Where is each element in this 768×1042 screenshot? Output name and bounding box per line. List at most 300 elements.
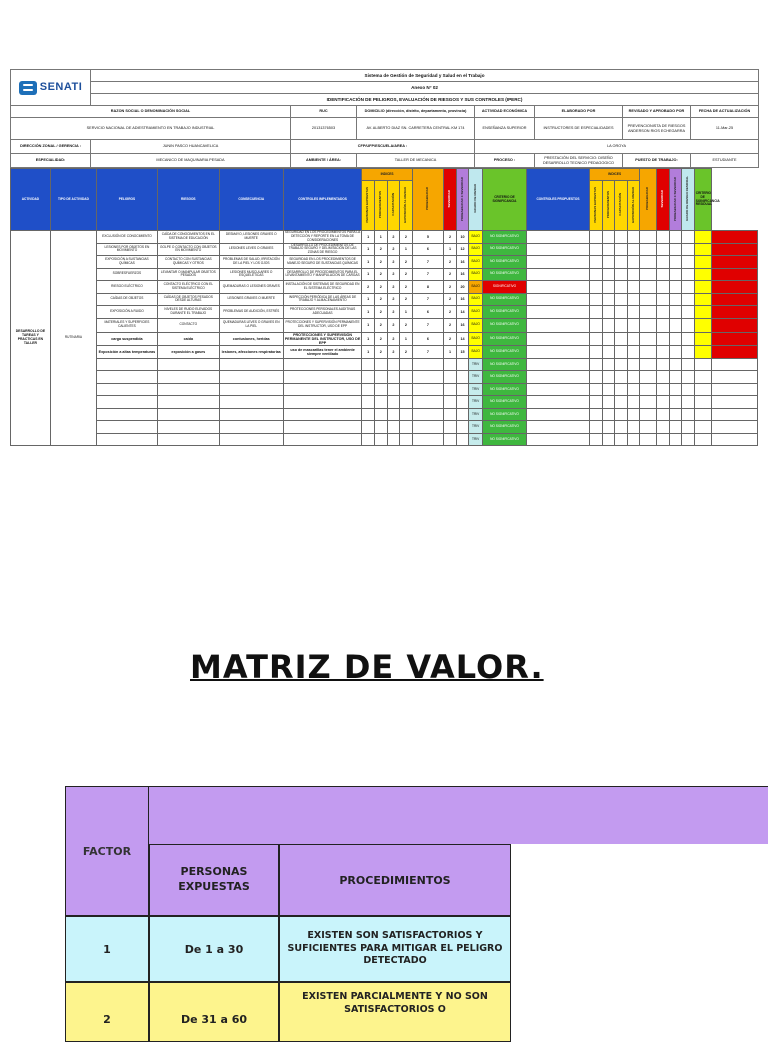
index-value-cell: 1 [362, 231, 375, 244]
residual-index-cell [682, 243, 695, 256]
residual-index-cell [589, 421, 602, 434]
actividad-label: ACTIVIDAD ECONÓMICA [475, 106, 535, 118]
grado-residual-cell [694, 346, 711, 359]
empty-cell [97, 396, 158, 409]
index-value-cell: 2 [387, 293, 400, 306]
empty-cell [283, 383, 362, 396]
residual-index-cell [627, 256, 640, 269]
residual-index-cell [657, 306, 670, 319]
control-cell: PROTECCIONES Y SUPERVISIÓN PERMANENTE DEL INSTRUCTOR, USO DE EPP [284, 332, 361, 345]
consecuencia-cell: LESIONES GRAVES O MUERTE [219, 293, 283, 306]
empty-cell [444, 421, 457, 434]
col-severidad-residual: SEVERIDAD [657, 169, 670, 231]
residual-index-cell [640, 433, 657, 446]
residual-index-cell [640, 306, 657, 319]
document-title: IDENTIFICACIÓN DE PELIGROS, EVALUACIÓN DE RIESGOS Y SUS CONTROLES (IPERC) [91, 94, 759, 106]
criterio-residual-cell [711, 396, 757, 409]
grado-cell: TRIV [469, 371, 483, 384]
residual-index-cell [657, 243, 670, 256]
residual-index-cell [589, 256, 602, 269]
index-value-cell: 16 [456, 293, 469, 306]
empty-cell [387, 383, 400, 396]
empty-cell [219, 396, 283, 409]
index-value-cell: 2 [387, 318, 400, 332]
empty-cell [444, 433, 457, 446]
col-criterio-residual: CRITERIO DE SIGNIFICANCIA RESIDUAL [694, 169, 711, 231]
residual-index-cell [669, 346, 682, 359]
residual-index-cell [627, 358, 640, 371]
empty-cell [97, 408, 158, 421]
table-row [11, 371, 758, 384]
index-value-cell: 1 [444, 243, 457, 256]
residual-index-cell [669, 306, 682, 319]
index-value-cell: 2 [387, 306, 400, 319]
residual-index-cell [669, 433, 682, 446]
grado-residual-cell [694, 268, 711, 281]
ruc-value: 20131376503 [291, 118, 357, 140]
table-row [11, 383, 758, 396]
index-value-cell: 2 [387, 346, 400, 359]
propuesto-cell [527, 371, 590, 384]
riesgo-cell: CAÍDAS DE OBJETOS PESADOS DESDE ALTURAS [157, 293, 219, 306]
propuesto-cell [527, 256, 590, 269]
criterio-cell: NO SIGNIFICATIVO [482, 383, 526, 396]
residual-index-cell [615, 408, 628, 421]
residual-index-cell [602, 396, 615, 409]
grado-cell: BAJO [469, 293, 483, 306]
residual-index-cell [657, 383, 670, 396]
col-exposicion-residual: EXPOSICIÓN AL RIESGO [627, 181, 640, 231]
index-value-cell: 7 [412, 268, 443, 281]
criterio-cell: NO SIGNIFICATIVO [482, 371, 526, 384]
residual-index-cell [682, 408, 695, 421]
empty-cell [362, 396, 375, 409]
index-value-cell: 14 [456, 306, 469, 319]
peligro-cell: carga suspendida [97, 332, 158, 346]
criterio-cell: NO SIGNIFICATIVO [482, 268, 526, 281]
residual-index-cell [627, 408, 640, 421]
empty-cell [97, 433, 158, 446]
index-value-cell: 2 [444, 268, 457, 281]
propuesto-cell [527, 421, 590, 434]
residual-index-cell [615, 383, 628, 396]
residual-index-cell [669, 383, 682, 396]
criterio-residual-cell [711, 231, 757, 244]
index-value-cell: 2 [444, 281, 457, 294]
control-cell: SEGURIDAD EN LOS PROCEDIMIENTOS PARA LA DETECCIÓN Y REPORTE EN LA TOMA DE CONSIDERACIONES [284, 230, 361, 242]
residual-index-cell [657, 371, 670, 384]
col-indices: INDICES [362, 169, 412, 181]
col-personas: PERSONAS EXPUESTAS [362, 181, 375, 231]
residual-index-cell [657, 256, 670, 269]
index-value-cell: 6 [412, 306, 443, 319]
residual-index-cell [627, 383, 640, 396]
valoracion-factor-cell: 1 [65, 916, 149, 982]
empty-cell [400, 408, 413, 421]
ambiente-value: TALLER DE MECANICA [357, 154, 475, 168]
residual-index-cell [682, 268, 695, 281]
residual-index-cell [657, 293, 670, 306]
table-row [11, 293, 758, 306]
empty-cell [444, 371, 457, 384]
residual-index-cell [657, 318, 670, 332]
valoracion-personas-cell: De 1 a 30 [149, 916, 279, 982]
residual-index-cell [589, 383, 602, 396]
empty-cell [444, 408, 457, 421]
peligro-cell: RIESGO ELÉCTRICO [97, 281, 158, 294]
residual-index-cell [669, 318, 682, 332]
index-value-cell: 2 [387, 281, 400, 294]
residual-index-cell [657, 281, 670, 294]
index-value-cell: 1 [374, 231, 387, 244]
index-value-cell: 1 [362, 256, 375, 269]
propuesto-cell [527, 281, 590, 294]
index-value-cell: 2 [374, 332, 387, 346]
index-value-cell: 2 [374, 318, 387, 332]
grado-residual-cell [694, 243, 711, 256]
empty-cell [456, 396, 469, 409]
propuesto-cell [527, 293, 590, 306]
index-value-cell: 15 [456, 346, 469, 359]
senati-emblem-icon [19, 81, 37, 95]
residual-index-cell [682, 231, 695, 244]
peligro-cell: EXCLUSIÓN DE CONOCIMIENTO [97, 231, 158, 244]
col-personas-residual: PERSONAS EXPUESTAS [589, 181, 602, 231]
riesgo-cell: CAÍDA DE CONOCIMIENTOS EN EL SISTEMA DE EDUCACIÓN [157, 231, 219, 244]
residual-index-cell [602, 268, 615, 281]
riesgo-cell: exposición a gases [157, 346, 219, 359]
index-value-cell: 16 [456, 318, 469, 332]
razon-value: SERVICIO NACIONAL DE ADIESTRAMIENTO EN TRABAJO INDUSTRIAL [11, 118, 291, 140]
residual-index-cell [669, 281, 682, 294]
proceso-value: PRESTACIÓN DEL SERVICIO: DISEÑO DESARROLLO TECNICO PEDAGOGICO [535, 154, 623, 168]
index-value-cell: 1 [362, 293, 375, 306]
empty-cell [412, 408, 443, 421]
residual-index-cell [615, 293, 628, 306]
col-procedimientos: PROCEDIMIENTOS [374, 181, 387, 231]
residual-index-cell [602, 306, 615, 319]
propuesto-cell [527, 346, 590, 359]
index-value-cell: 2 [374, 256, 387, 269]
empty-cell [374, 371, 387, 384]
col-severidad: SEVERIDAD [444, 169, 457, 231]
grado-residual-cell [694, 332, 711, 346]
index-value-cell: 2 [362, 281, 375, 294]
grado-residual-cell [694, 421, 711, 434]
col-probxsev: PROBABILIDAD X SEVERIDAD [456, 169, 469, 231]
grado-cell: BAJO [469, 318, 483, 332]
grado-cell: BAJO [469, 332, 483, 346]
col-actividad: ACTIVIDAD [11, 169, 51, 231]
residual-index-cell [669, 243, 682, 256]
index-value-cell: 2 [387, 256, 400, 269]
index-value-cell: 1 [400, 332, 413, 346]
empty-cell [387, 408, 400, 421]
empty-cell [387, 396, 400, 409]
empty-cell [362, 421, 375, 434]
empty-cell [374, 408, 387, 421]
criterio-cell: NO SIGNIFICATIVO [482, 421, 526, 434]
criterio-residual-cell [711, 433, 757, 446]
index-value-cell: 2 [374, 306, 387, 319]
residual-index-cell [627, 421, 640, 434]
criterio-residual-cell [711, 383, 757, 396]
residual-index-cell [669, 332, 682, 346]
residual-index-cell [640, 358, 657, 371]
index-value-cell: 6 [412, 243, 443, 256]
residual-index-cell [589, 332, 602, 346]
consecuencia-cell: LESIONES MUSCULARES O ESQUELÉTICAS [219, 268, 283, 281]
residual-index-cell [682, 383, 695, 396]
residual-index-cell [669, 231, 682, 244]
grado-residual-cell [694, 358, 711, 371]
residual-index-cell [615, 268, 628, 281]
col-capacitacion: CAPACITACIÓN [387, 181, 400, 231]
index-value-cell: 1 [362, 306, 375, 319]
propuesto-cell [527, 306, 590, 319]
razon-label: RAZON SOCIAL O DENOMINACIÓN SOCIAL [11, 106, 291, 118]
residual-index-cell [682, 358, 695, 371]
index-value-cell: 2 [387, 332, 400, 346]
valoracion-table [65, 786, 768, 1024]
index-value-cell: 8 [412, 281, 443, 294]
matrix-body [11, 231, 758, 446]
criterio-residual-cell [711, 358, 757, 371]
peligro-cell: EXPOSICIÓN A RUIDO [97, 306, 158, 319]
empty-cell [412, 396, 443, 409]
residual-index-cell [640, 421, 657, 434]
index-value-cell: 7 [412, 346, 443, 359]
empty-cell [400, 371, 413, 384]
criterio-residual-cell [711, 281, 757, 294]
residual-index-cell [602, 256, 615, 269]
consecuencia-cell: contusiones, heridas [219, 332, 283, 346]
residual-index-cell [589, 281, 602, 294]
residual-index-cell [627, 433, 640, 446]
control-cell: uso de mascarillas tener el ambiente siempre ventilado [283, 346, 362, 359]
residual-index-cell [682, 421, 695, 434]
grado-cell: TRIV [469, 421, 483, 434]
empty-cell [456, 383, 469, 396]
index-value-cell: 16 [456, 256, 469, 269]
residual-index-cell [615, 256, 628, 269]
grado-cell: BAJO [469, 243, 483, 256]
residual-index-cell [602, 383, 615, 396]
index-value-cell: 2 [444, 332, 457, 346]
propuesto-cell [527, 396, 590, 409]
residual-index-cell [615, 281, 628, 294]
consecuencia-cell: DESMAYO, LESIONES GRAVES O MUERTE [219, 231, 283, 244]
propuesto-cell [527, 243, 590, 256]
ruc-label: RUC [291, 106, 357, 118]
residual-index-cell [589, 268, 602, 281]
index-value-cell: 2 [444, 256, 457, 269]
empty-cell [412, 383, 443, 396]
empty-cell [456, 371, 469, 384]
valoracion-procedimientos-header: PROCEDIMIENTOS [279, 844, 511, 916]
residual-index-cell [589, 306, 602, 319]
col-grado: GRADO DE RIESGO [469, 169, 483, 231]
empty-cell [362, 433, 375, 446]
propuesto-cell [527, 318, 590, 332]
col-propuestos: CONTROLES PROPUESTOS [527, 169, 590, 231]
propuesto-cell [527, 231, 590, 244]
residual-index-cell [640, 268, 657, 281]
criterio-cell: NO SIGNIFICATIVO [482, 306, 526, 319]
residual-index-cell [640, 281, 657, 294]
empty-cell [444, 358, 457, 371]
peligro-cell: CAÍDAS DE OBJETOS [97, 293, 158, 306]
actividad-cell: DESARROLLO DE TAREAS Y PRACTICAS EN TALLER [11, 231, 51, 446]
residual-index-cell [602, 281, 615, 294]
cfp-value: LA OROYA [475, 140, 759, 154]
residual-index-cell [682, 332, 695, 346]
grado-cell: BAJO [469, 268, 483, 281]
residual-index-cell [640, 231, 657, 244]
residual-index-cell [657, 332, 670, 346]
residual-index-cell [602, 231, 615, 244]
empty-cell [412, 421, 443, 434]
residual-index-cell [669, 293, 682, 306]
empty-cell [387, 371, 400, 384]
residual-index-cell [640, 318, 657, 332]
especialidad-value: MECANICO DE MAQUINARIA PESADA [91, 154, 291, 168]
empty-cell [400, 421, 413, 434]
empty-cell [400, 383, 413, 396]
index-value-cell: 2 [444, 293, 457, 306]
consecuencia-cell: lesiones, afecciones respiratorias [219, 346, 283, 359]
residual-index-cell [657, 346, 670, 359]
residual-index-cell [657, 408, 670, 421]
empty-cell [387, 358, 400, 371]
empty-cell [97, 371, 158, 384]
empty-cell [444, 396, 457, 409]
criterio-residual-cell [711, 306, 757, 319]
residual-index-cell [627, 281, 640, 294]
empty-cell [362, 358, 375, 371]
valoracion-factor-header: FACTOR [65, 786, 149, 916]
residual-index-cell [589, 346, 602, 359]
empty-cell [283, 421, 362, 434]
residual-index-cell [615, 421, 628, 434]
riesgo-cell: CONTACTO CON SUSTANCIAS QUÍMICAS Y OTROS [157, 256, 219, 269]
grado-cell: TRIV [469, 408, 483, 421]
index-value-cell: 2 [400, 256, 413, 269]
empty-cell [219, 383, 283, 396]
residual-index-cell [669, 408, 682, 421]
residual-index-cell [657, 358, 670, 371]
col-riesgos: RIESGOS [157, 169, 219, 231]
criterio-cell: NO SIGNIFICATIVO [482, 243, 526, 256]
residual-index-cell [669, 371, 682, 384]
criterio-residual-cell [711, 346, 757, 359]
empty-cell [283, 408, 362, 421]
empty-cell [387, 421, 400, 434]
criterio-residual-cell [711, 293, 757, 306]
residual-index-cell [589, 318, 602, 332]
criterio-cell: NO SIGNIFICATIVO [482, 256, 526, 269]
residual-index-cell [640, 383, 657, 396]
residual-index-cell [640, 408, 657, 421]
empty-cell [456, 421, 469, 434]
iperc-header [10, 69, 759, 168]
peligro-cell: SOBRESFUERZOS [97, 268, 158, 281]
col-capacitacion-residual: CAPACITACIÓN [615, 181, 628, 231]
grado-residual-cell [694, 408, 711, 421]
iperc-matrix [10, 168, 758, 446]
empty-cell [283, 358, 362, 371]
residual-index-cell [682, 396, 695, 409]
grado-residual-cell [694, 281, 711, 294]
grado-residual-cell [694, 396, 711, 409]
criterio-residual-cell [711, 371, 757, 384]
puesto-label: PUESTO DE TRABAJO: [623, 154, 691, 168]
residual-index-cell [640, 243, 657, 256]
grado-cell: BAJO [469, 256, 483, 269]
consecuencia-cell: PROBLEMAS DE AUDICIÓN, ESTRÉS [219, 306, 283, 319]
index-value-cell: 2 [400, 346, 413, 359]
residual-index-cell [615, 318, 628, 332]
table-row [11, 346, 758, 359]
criterio-cell: NO SIGNIFICATIVO [482, 293, 526, 306]
riesgo-cell: CONTACTO ELÉCTRICO CON EL SISTEMA ELÉCTRICO [157, 281, 219, 294]
control-cell: PROTECCIONES PERSONALES AUDITIVAS ADECUADAS [283, 306, 362, 319]
residual-index-cell [640, 256, 657, 269]
grado-cell: BAJO [469, 346, 483, 359]
empty-cell [362, 371, 375, 384]
index-value-cell: 2 [387, 243, 400, 256]
index-value-cell: 1 [400, 243, 413, 256]
residual-index-cell [657, 268, 670, 281]
residual-index-cell [602, 408, 615, 421]
empty-cell [400, 433, 413, 446]
empty-cell [157, 421, 219, 434]
index-value-cell: 6 [412, 332, 443, 346]
empty-cell [374, 396, 387, 409]
residual-index-cell [657, 433, 670, 446]
empty-cell [374, 358, 387, 371]
table-row [11, 396, 758, 409]
grado-cell: TRIV [469, 358, 483, 371]
residual-index-cell [615, 243, 628, 256]
empty-cell [412, 433, 443, 446]
index-value-cell: 1 [362, 243, 375, 256]
residual-index-cell [627, 306, 640, 319]
empty-cell [400, 358, 413, 371]
residual-index-cell [657, 396, 670, 409]
control-cell: SEGURIDAD EN LOS PROCEDIMIENTOS DE MANEJO SEGURO DE SUSTANCIAS QUÍMICAS [283, 256, 362, 269]
consecuencia-cell: QUEMADURAS LEVES O GRAVES EN LA PIEL [219, 318, 283, 332]
elaborado-value: INSTRUCTORES DE ESPECIALIDADES [535, 118, 623, 140]
residual-index-cell [669, 421, 682, 434]
empty-cell [374, 383, 387, 396]
empty-cell [157, 408, 219, 421]
residual-index-cell [640, 371, 657, 384]
col-exposicion: EXPOSICIÓN AL RIESGO [400, 181, 413, 231]
puesto-value: ESTUDIANTE [691, 154, 759, 168]
grado-cell: TRIV [469, 396, 483, 409]
consecuencia-cell: QUEMADURAS O LESIONES GRAVES [219, 281, 283, 294]
system-title: Sistema de Gestión de Seguridad y Salud en el Trabajo [91, 70, 759, 82]
residual-index-cell [602, 433, 615, 446]
residual-index-cell [682, 371, 695, 384]
table-row [11, 306, 758, 319]
index-value-cell: 2 [387, 268, 400, 281]
empty-cell [456, 358, 469, 371]
table-row [11, 421, 758, 434]
criterio-residual-cell [711, 256, 757, 269]
residual-index-cell [615, 332, 628, 346]
